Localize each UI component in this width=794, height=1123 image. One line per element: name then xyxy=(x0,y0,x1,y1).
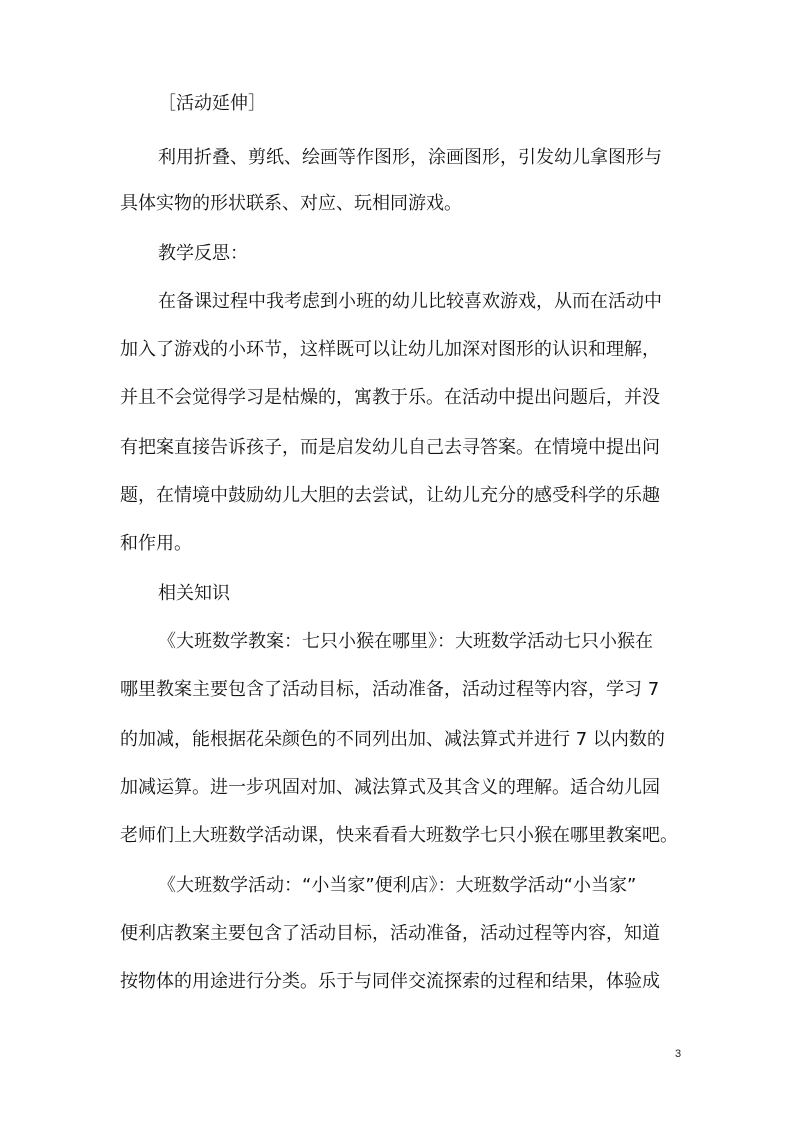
paragraph-line: 加减运算。进一步巩固对加、减法算式及其含义的理解。适合幼儿园 xyxy=(120,777,660,798)
section-heading-activity-extension: ［活动延伸］ xyxy=(158,93,266,114)
paragraph-line: 在备课过程中我考虑到小班的幼儿比较喜欢游戏，从而在活动中 xyxy=(158,291,662,312)
section-heading-related-knowledge: 相关知识 xyxy=(158,583,230,604)
paragraph-line: 具体实物的形状联系、对应、玩相同游戏。 xyxy=(120,193,462,214)
paragraph-line: 《大班数学活动：“小当家”便利店》：大班数学活动“小当家” xyxy=(158,875,637,896)
paragraph-line: 便利店教案主要包含了活动目标，活动准备，活动过程等内容，知道 xyxy=(120,923,660,944)
page-number: 3 xyxy=(675,1048,682,1060)
paragraph-line: 并且不会觉得学习是枯燥的，寓教于乐。在活动中提出问题后，并没 xyxy=(120,387,660,408)
paragraph-line: 《大班数学教案：七只小猴在哪里》：大班数学活动七只小猴在 xyxy=(158,631,653,652)
paragraph-line: 哪里教案主要包含了活动目标，活动准备，活动过程等内容，学习 7 xyxy=(120,679,660,700)
paragraph-line: 加入了游戏的小环节，这样既可以让幼儿加深对图形的认识和理解， xyxy=(120,339,660,360)
paragraph-line: 老师们上大班数学活动课，快来看看大班数学七只小猴在哪里教案吧。 xyxy=(120,825,678,846)
paragraph-line: 的加减，能根据花朵颜色的不同列出加、减法算式并进行 7 以内数的 xyxy=(120,729,665,750)
paragraph-line: 按物体的用途进行分类。乐于与同伴交流探索的过程和结果，体验成 xyxy=(120,971,660,992)
paragraph-line: 题，在情境中鼓励幼儿大胆的去尝试，让幼儿充分的感受科学的乐趣 xyxy=(120,485,660,506)
paragraph-line: 有把案直接告诉孩子，而是启发幼儿自己去寻答案。在情境中提出问 xyxy=(120,437,660,458)
section-heading-teaching-reflection: 教学反思： xyxy=(158,243,248,264)
paragraph-line: 和作用。 xyxy=(120,533,192,554)
paragraph-line: 利用折叠、剪纸、绘画等作图形，涂画图形，引发幼儿拿图形与 xyxy=(158,147,662,168)
